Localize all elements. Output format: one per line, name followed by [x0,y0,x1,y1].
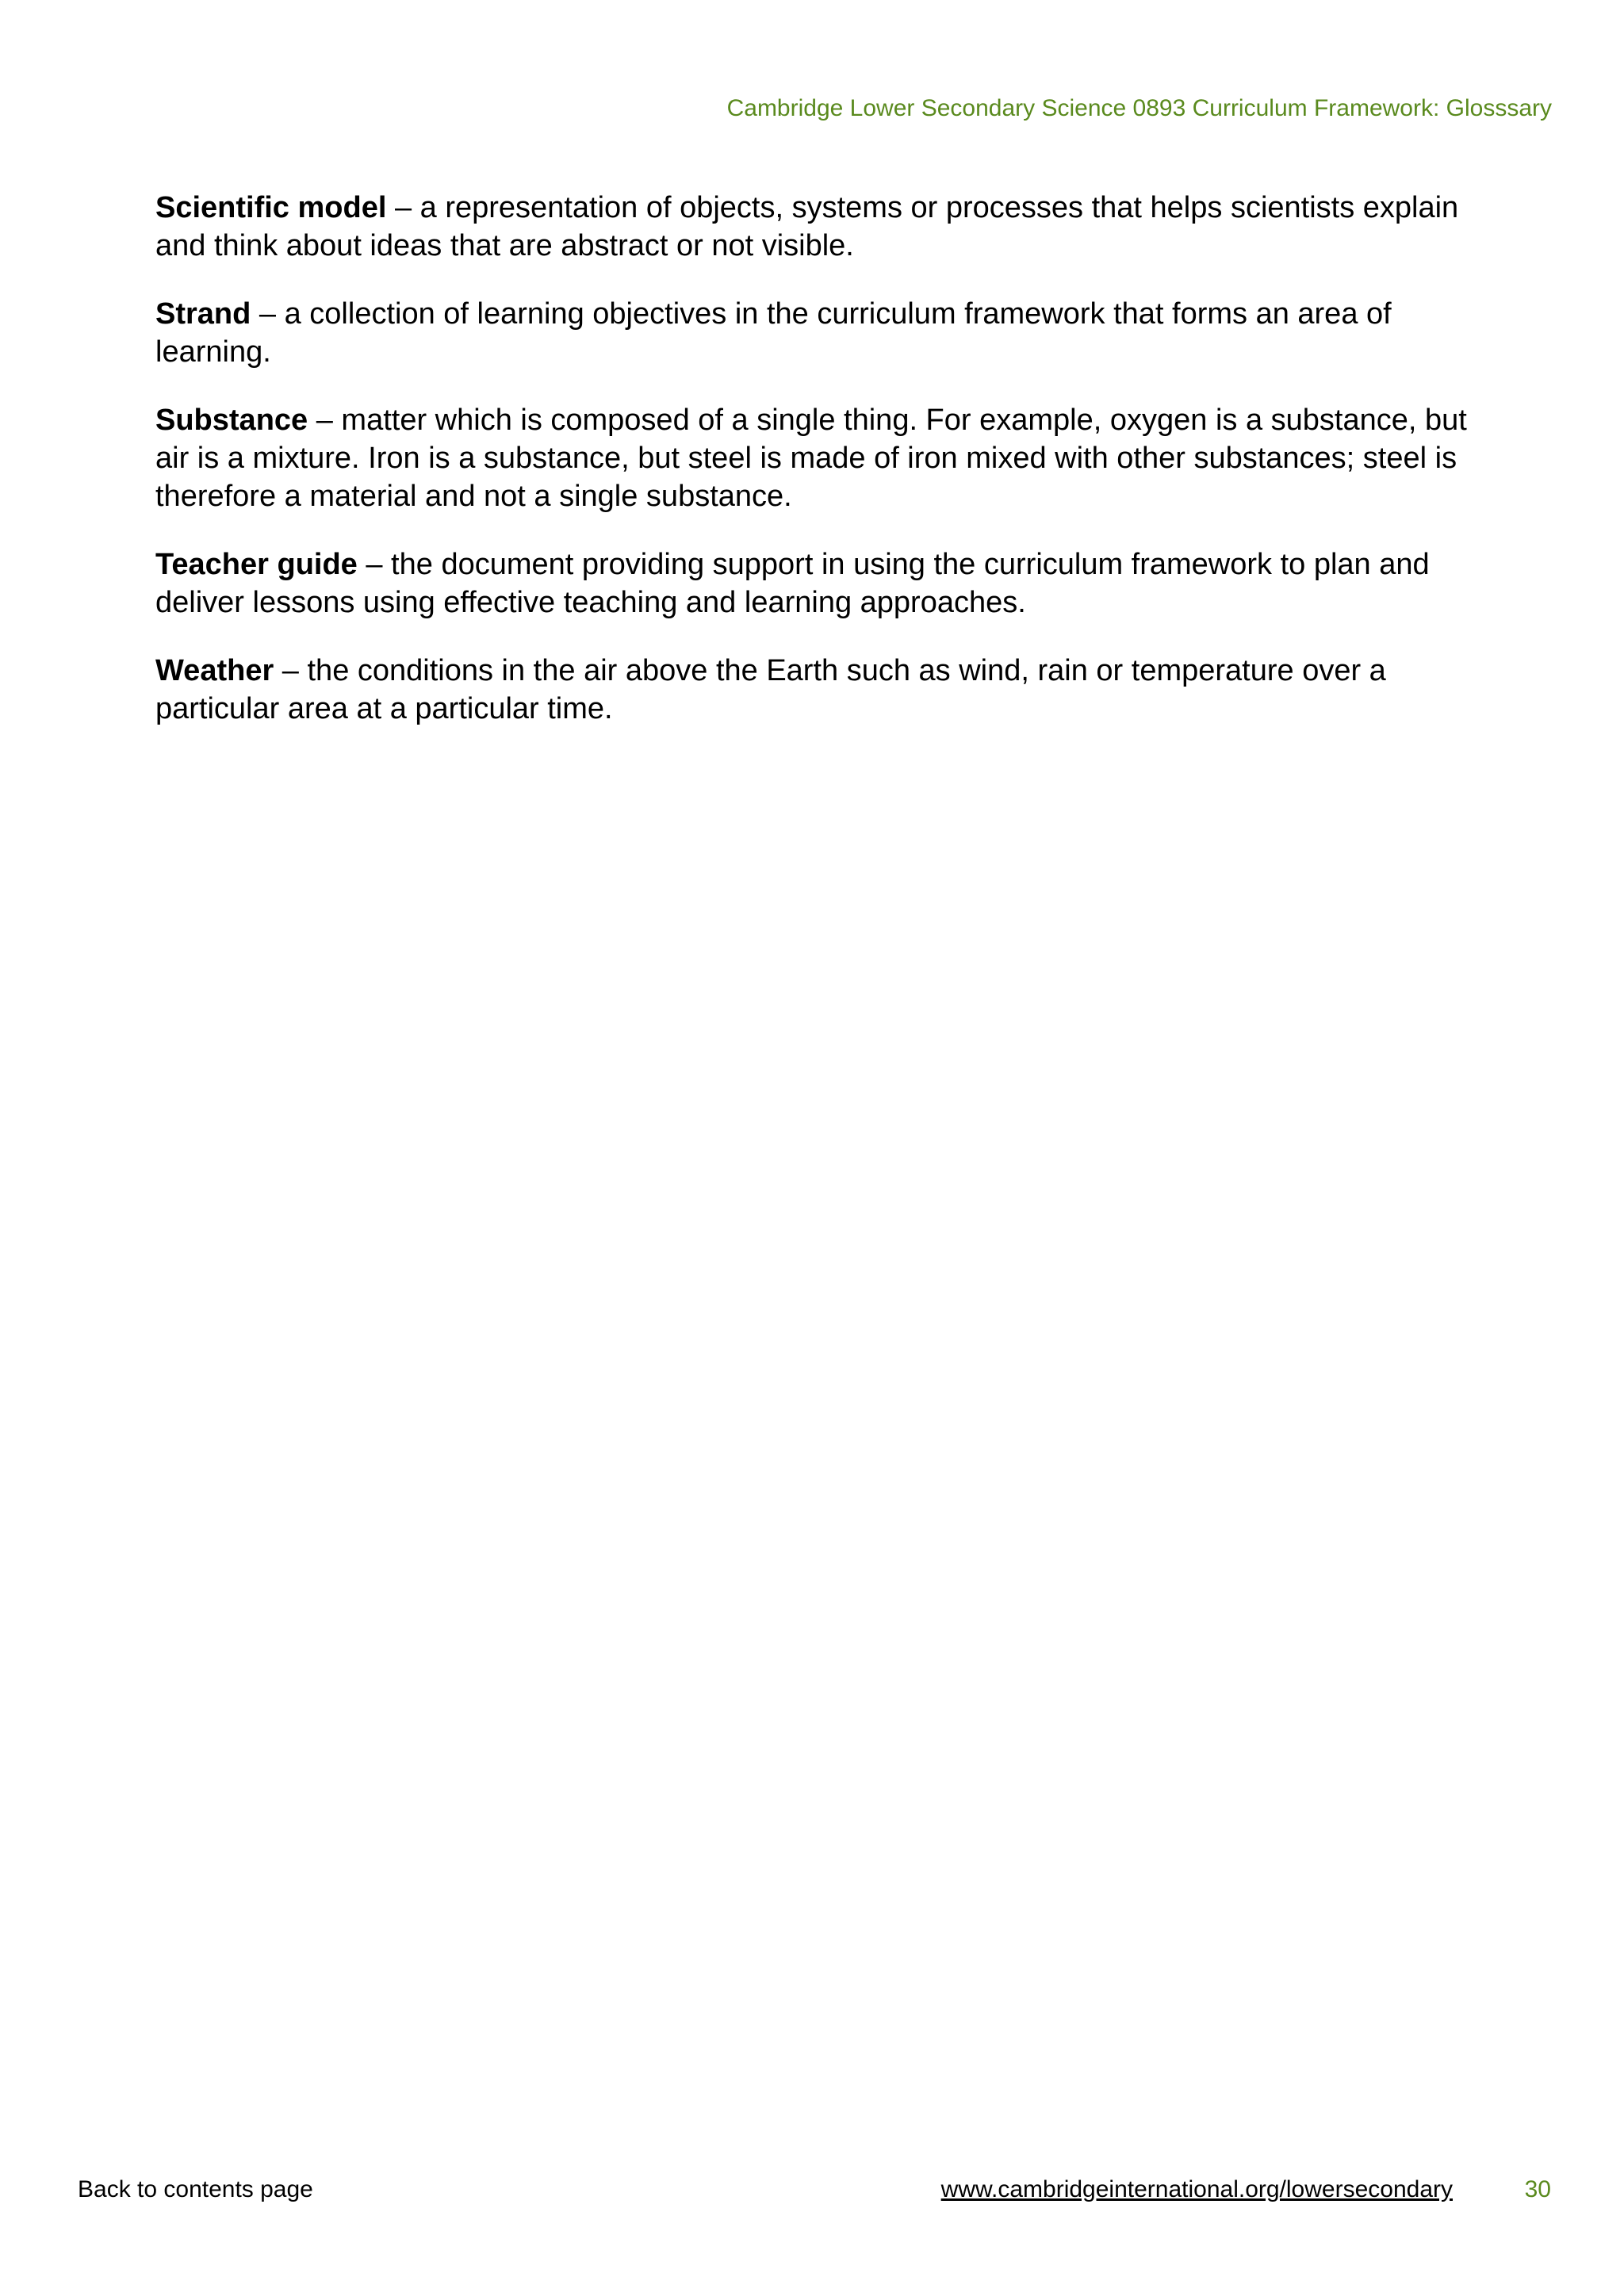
glossary-entry-weather [155,652,1488,728]
glossary-term: Weather [155,654,274,687]
glossary-definition: – the conditions in the air above the Earth such as wind, rain or temperature over a particular area at a particular time. [155,654,1386,725]
glossary-term: Teacher guide [155,548,358,581]
glossary-term: Scientific model [155,191,387,224]
glossary-definition: – a representation of objects, systems or processes that helps scientists explain and think about ideas that are abstract or not visible. [155,191,1459,262]
page-number: 30 [1524,2176,1551,2202]
page-footer [0,2176,1624,2208]
glossary-definition: – a collection of learning objectives in the curriculum framework that forms an area of learning. [155,297,1392,369]
running-header: Cambridge Lower Secondary Science 0893 Curriculum Framework: Glosssary [726,95,1552,121]
glossary-entry-teacher-guide [155,545,1488,622]
website-link[interactable]: www.cambridgeinternational.org/lowersecondary [940,2176,1453,2202]
glossary-entry-strand [155,295,1488,371]
glossary-list [155,189,1488,758]
glossary-term: Substance [155,404,308,437]
glossary-definition: – the document providing support in using the curriculum framework to plan and deliver lessons using effective teaching and learning approaches. [155,548,1430,619]
glossary-term: Strand [155,297,251,331]
glossary-entry-scientific-model [155,189,1488,265]
back-to-contents-link[interactable]: Back to contents page [78,2176,313,2202]
glossary-definition: – matter which is composed of a single thing. For example, oxygen is a substance, but air is a mixture. Iron is a substance, but steel is made of iron mixed with other substances; steel is therefore a material and not a single substance. [155,404,1467,513]
glossary-entry-substance [155,401,1488,515]
